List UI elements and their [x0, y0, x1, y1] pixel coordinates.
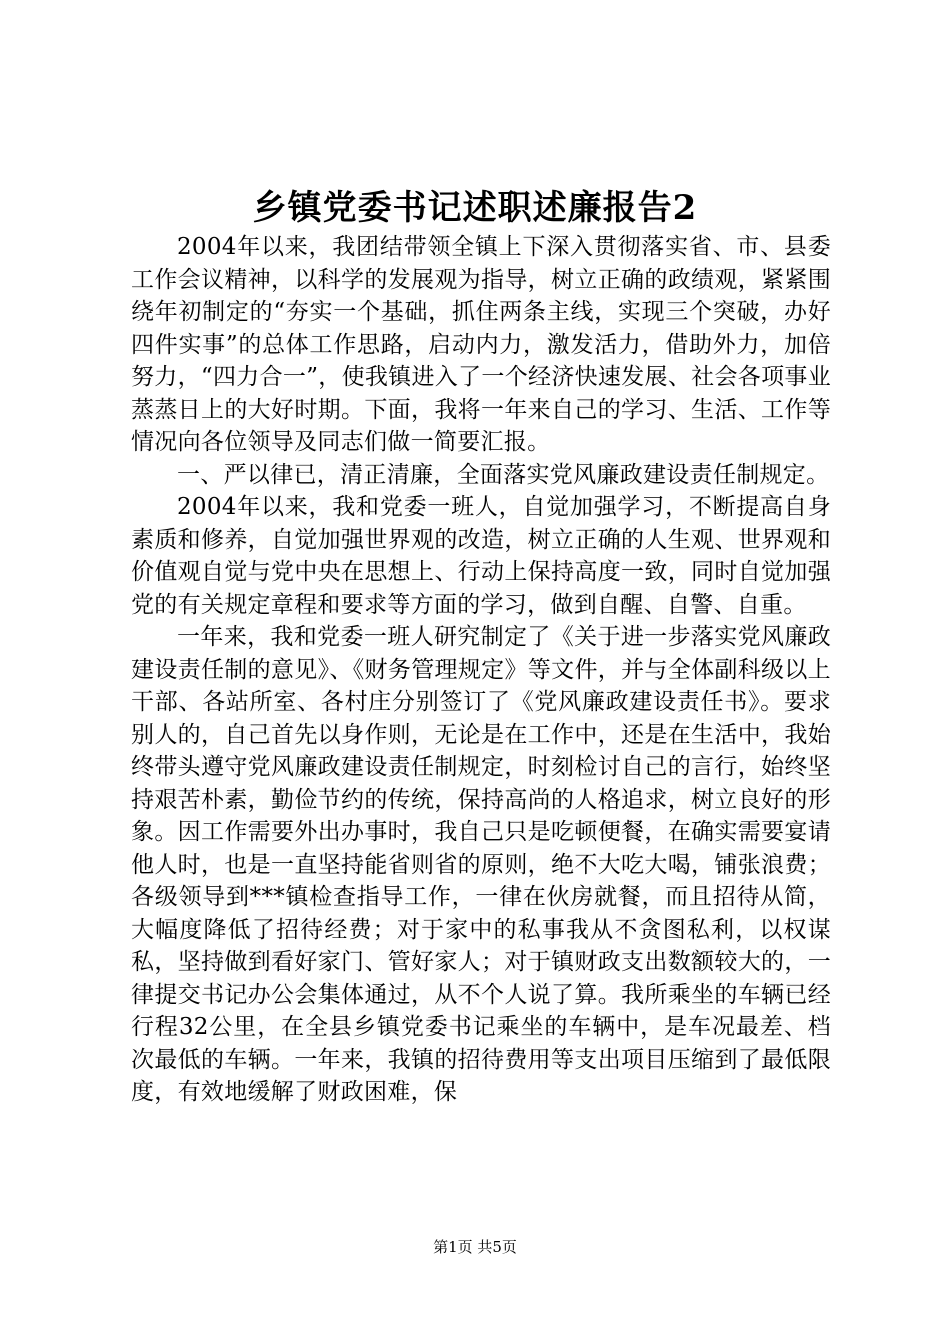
- body-paragraph: 一年来，我和党委一班人研究制定了《关于进一步落实党风廉政建设责任制的意见》、《财务管理规定》等文件，并与全体副科级以上干部、各站所室、各村庄分别签订了《党风廉政建设责任书》。要求别人的，自己首先以身作则，无论是在工作中，还是在生活中，我始终带头遵守党风廉政建设责任制规定，时刻检讨自己的言行，始终坚持艰苦朴素，勤俭节约的传统，保持高尚的人格追求，树立良好的形象。因工作需要外出办事时，我自己只是吃顿便餐，在确实需要宴请他人时，也是一直坚持能省则省的原则，绝不大吃大喝，铺张浪费；各级领导到***镇检查指导工作，一律在伙房就餐，而且招待从简，大幅度降低了招待经费；对于家中的私事我从不贪图私利，以权谋私，坚持做到看好家门、管好家人；对于镇财政支出数额较大的，一律提交书记办公会集体通过，从不个人说了算。我所乘坐的车辆已经行程32公里，在全县乡镇党委书记乘坐的车辆中，是车况最差、档次最低的车辆。一年来，我镇的招待费用等支出项目压缩到了最低限度，有效地缓解了财政困难，保: [131, 624, 831, 1105]
- page-footer: 第1页 共5页: [433, 1238, 517, 1256]
- section-heading: 一、严以律已，清正清廉，全面落实党风廉政建设责任制规定。: [177, 461, 830, 488]
- document-title: 乡镇党委书记述职述廉报告2: [252, 188, 698, 228]
- body-paragraph: 2004年以来，我和党委一班人，自觉加强学习，不断提高自身素质和修养，自觉加强世界观的改造，树立正确的人生观、世界观和价值观自觉与党中央在思想上、行动上保持高度一致，同时自觉加强党的有关规定章程和要求等方面的学习，做到自醒、自警、自重。: [131, 494, 831, 618]
- body-paragraph: 2004年以来，我团结带领全镇上下深入贯彻落实省、市、县委工作会议精神，以科学的发展观为指导，树立正确的政绩观，紧紧围绕年初制定的“夯实一个基础，抓住两条主线，实现三个突破，办好四件实事”的总体工作思路，启动内力，激发活力，借助外力，加倍努力，“四力合一”，使我镇进入了一个经济快速发展、社会各项事业蒸蒸日上的大好时期。下面，我将一年来自己的学习、生活、工作等情况向各位领导及同志们做一简要汇报。: [131, 234, 831, 455]
- document-body: [131, 231, 831, 1109]
